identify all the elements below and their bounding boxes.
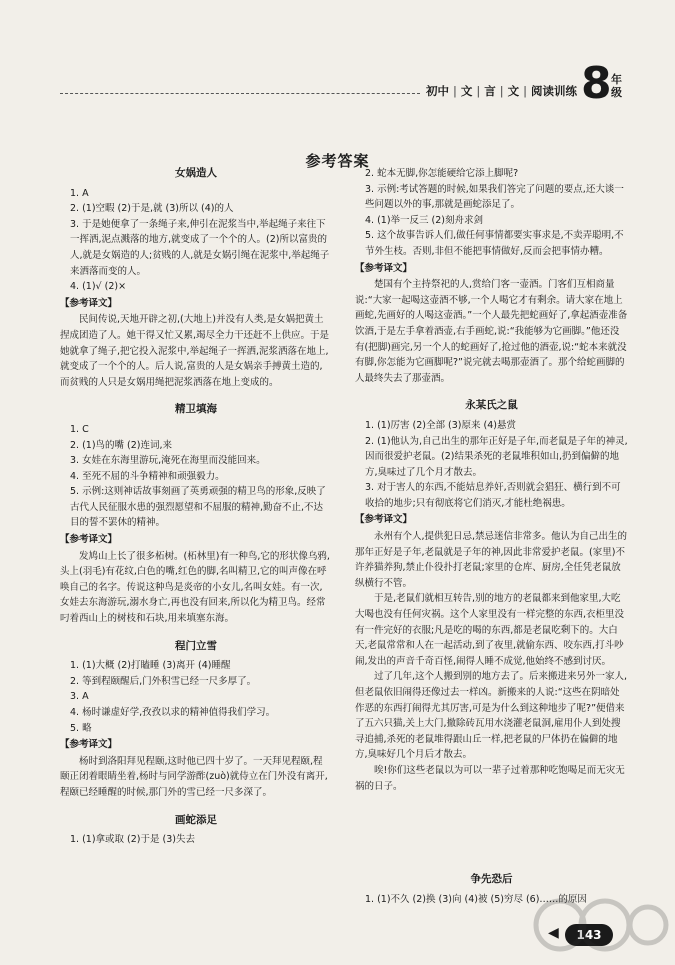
header-series-nav: 初中 | 文 | 言 | 文 | 阅读训练 [426,84,577,98]
nav-level: 初中 [426,84,449,98]
answer-line: 2. 等到程颐醒后,门外积雪已经一尺多厚了。 [70,675,257,687]
left-column [60,166,332,848]
page-arrow-icon: ◀ [548,925,559,941]
section-title: 永某氏之鼠 [465,399,518,412]
section-title: 争先恐后 [470,873,513,885]
right-column [355,166,628,794]
answer-line: 4. (1)举一反三 (2)刻舟求剑 [365,214,484,226]
nav-yan: 言 [484,84,496,98]
answer-line: 5. 示例:这则神话故事刻画了英勇顽强的精卫鸟的形象,反映了古代人民征服水患的强烈愿望和不屈服的精神,勤奋不止,不达目的誓不罢休的精神。 [70,486,326,529]
translation-paragraph: 民间传说,天地开辟之初,(大地上)并没有人类,是女娲把黄土捏成团造了人。她干得又忙又累,竭尽全力干还赶不上供应。于是她就拿了绳子,把它投入泥浆中,举起绳子一挥洒,泥浆洒落在地上,就变成了一个个的人。后人说,富贵的人是女娲亲手搏黄土造的,而贫贱的人只是女娲用绳把泥浆洒落在地上变成的。 [60,314,330,388]
answer-line: 5. 这个故事告诉人们,做任何事情都要实事求是,不卖弄聪明,不节外生枝。否则,非但不能把事情做好,反而会把事情办糟。 [365,230,624,257]
translation-paragraph: 杨时到洛阳拜见程颐,这时他已四十岁了。一天拜见程颐,程颐正闭着眼睛坐着,杨时与同学游酢(zuò)就侍立在门外没有离开,程颐已经睡醒的时候,那门外的雪已经一尺多深了。 [60,755,328,798]
grade-number: 8 [581,58,612,109]
translation-paragraph: 永州有个人,提供犯日忌,禁忌迷信非常多。他认为自己出生的那年正好是子年,老鼠就是子年的神,因此非常爱护老鼠。(家里)不许养猫养狗,禁止仆役扑打老鼠;家里的仓库、厨房,全任凭老鼠放纵横行不管。 [355,531,628,589]
answer-line: 3. A [70,691,89,703]
reference-translation-label: 【参考译文】 [60,739,118,751]
translation-paragraph: 于是,老鼠们就相互转告,别的地方的老鼠都来到他家里,大吃大喝也没有任何灾祸。这个人家里没有一样完整的东西,衣柜里没有一件完好的衣服;凡是吃的喝的东西,都是老鼠吃剩下的。大白天,老鼠常常和人在一起活动,到了夜里,就偷东西、咬东西,打斗吵闹,发出的声音千奇百怪,闹得人睡不成觉,他始终不感到讨厌。 [355,593,625,667]
watermark-logo-icon [520,895,670,965]
answer-line: 3. 女娃在东海里游玩,淹死在海里而没能回来。 [70,455,266,467]
section-title: 女娲造人 [175,167,217,179]
answer-line: 2. 蛇本无脚,你怎能硬给它添上脚呢? [365,168,519,179]
translation-paragraph: 楚国有个主持祭祀的人,赏给门客一壶酒。门客们互相商量说:“大家一起喝这壶酒不够,一个人喝它才有剩余。请大家在地上画蛇,先画好的人喝这壶酒。”一个人最先把蛇画好了,拿起酒壶准备饮酒,于是左手拿着酒壶,右手画蛇,说:“我能够为它画脚。”他还没有(把脚)画完,另一个人的蛇画好了,抢过他的酒壶,说:“蛇本来就没有脚,你怎能为它画脚呢?”说完就去喝那壶酒了。那个给蛇画脚的人最终失去了那壶酒。 [355,279,628,384]
answer-line: 1. (1)拿或取 (2)于是 (3)失去 [70,834,195,846]
answer-line: 2. (1)他认为,自己出生的那年正好是子年,而老鼠是子年的神灵,因而很爱护老鼠。(2)结果杀死的老鼠堆积如山,扔到偏僻的地方,臭味过了几个月才散去。 [365,435,628,478]
translation-paragraph: 过了几年,这个人搬到别的地方去了。后来搬进来另外一家人,但老鼠依旧闹得还像过去一样凶。新搬来的人说:“这些在阴暗处作恶的东西打闹得尤其厉害,可是为什么到这种地步了呢?”便借来了五六只猫,关上大门,撤除砖瓦用水浇灌老鼠洞,雇用仆人到处搜寻追捕,杀死的老鼠堆得跟山丘一样,把老鼠的尸体扔在偏僻的地方,臭味好几个月后才散去。 [355,671,628,761]
grade-label: 年级 [611,73,622,99]
translation-paragraph: 唉!你们这些老鼠以为可以一辈子过着那种吃饱喝足而无灾无祸的日子。 [355,764,625,792]
answer-line: 2. (1)空暇 (2)于是,就 (3)所以 (4)的人 [70,203,234,215]
nav-wen-1: 文 [460,84,473,98]
page-title: 参考答案 [305,152,370,170]
reference-translation-label: 【参考译文】 [355,262,413,274]
answer-line: 4. (1)√ (2)× [70,281,127,293]
reference-translation-label: 【参考译文】 [60,534,118,546]
answer-line: 3. 于是她便拿了一条绳子来,伸引在泥浆当中,举起绳子来往下一挥洒,泥点溅落的地方,就变成了一个个的人。(2)所以富贵的人,就是女娲造的人;贫贱的人,就是女娲引绳在泥浆中,举起绳子来洒落而变的人。 [70,218,330,277]
answer-line: 4. 至死不屈的斗争精神和顽强毅力。 [70,470,225,482]
answer-line: 1. A [70,187,89,199]
answer-line: 1. C [70,423,89,435]
section-title: 画蛇添足 [175,813,217,826]
answer-line: 1. (1)不久 (2)换 (3)向 (4)被 (5)穷尽 (6)……的原因 [365,893,587,905]
answer-line: 2. (1)鸟的嘴 (2)连词,来 [70,439,173,451]
answer-line: 3. 示例:考试答题的时候,如果我们答完了问题的要点,还大谈一些问题以外的事,那就是画蛇添足了。 [365,183,624,211]
nav-wen-2: 文 [507,84,520,98]
answer-line: 5. 略 [70,722,92,734]
section-title: 精卫填海 [175,403,217,416]
answer-line: 4. 杨时谦虚好学,孜孜以求的精神值得我们学习。 [70,707,276,718]
answer-line: 1. (1)厉害 (2)全部 (3)原来 (4)悬赏 [365,419,516,431]
page-number: 143 [565,924,613,946]
reference-translation-label: 【参考译文】 [355,514,413,526]
answer-line: 1. (1)大概 (2)打瞌睡 (3)离开 (4)睡醒 [70,660,231,672]
nav-reading-training: 阅读训练 [531,84,577,98]
translation-paragraph: 发鸠山上长了很多柘树。(柘林里)有一种鸟,它的形状像乌鸦,头上(羽毛)有花纹,白色的嘴,红色的脚,名叫精卫,它的叫声像在呼唤自己的名字。传说这种鸟是炎帝的小女儿,名叫女娃。有一次,女娃去东海游玩,溺水身亡,再也没有回来,所以化为精卫鸟。经常叼着西山上的树枝和石块,用来填塞东海。 [60,550,330,625]
header-dashed-rule [60,93,420,94]
answer-line: 3. 对于害人的东西,不能姑息养奸,否则就会猖狂、横行到不可收拾的地步;只有彻底将它们消灭,才能杜绝祸患。 [365,482,621,509]
section-title: 程门立雪 [175,639,217,652]
reference-translation-label: 【参考译文】 [60,297,118,309]
